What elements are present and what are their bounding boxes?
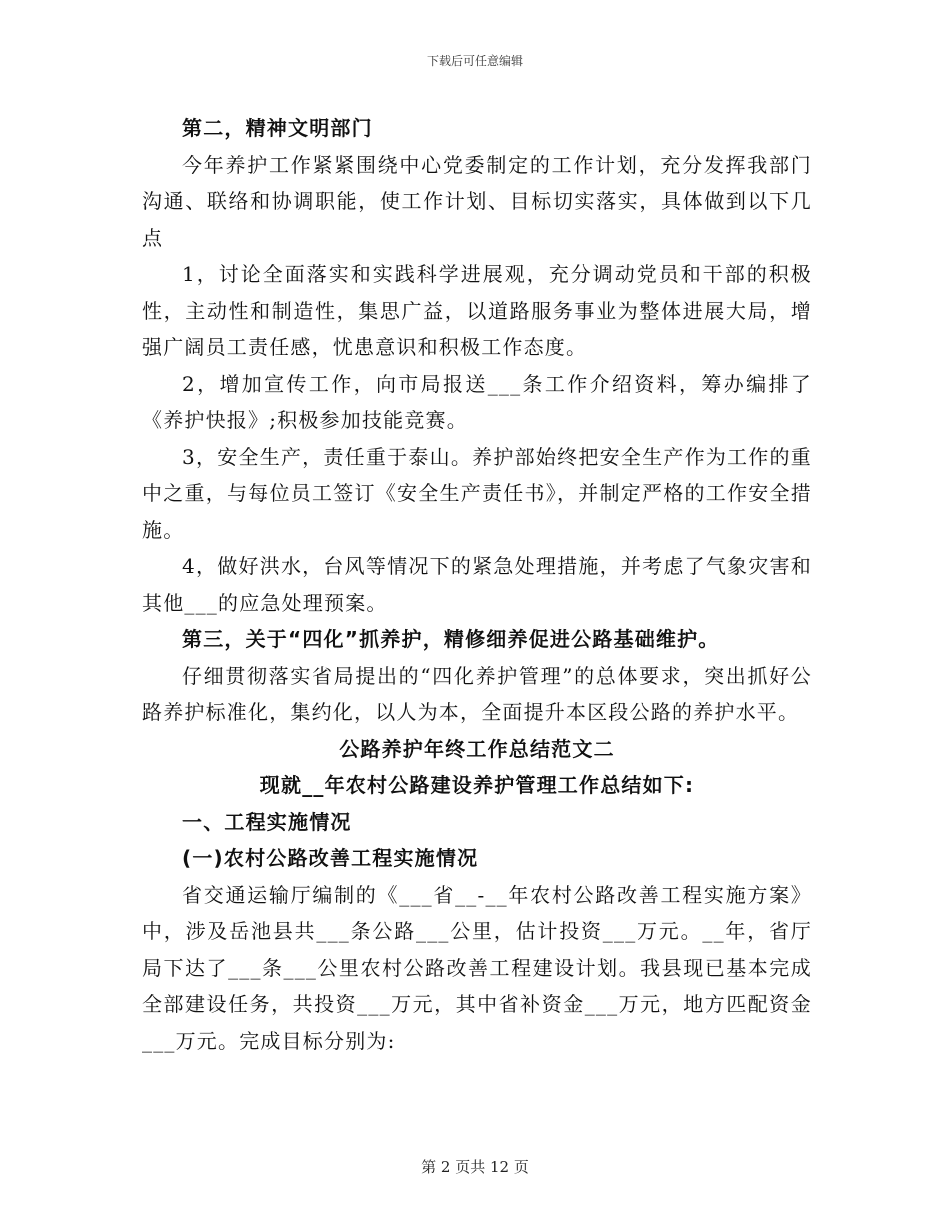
paragraph: 4，做好洪水，台风等情况下的紧急处理措施，并考虑了气象灾害和其他___的应急处理预案。 [142,554,812,615]
document-title: 公路养护年终工作总结范文二 [339,736,615,761]
paragraph: 1，讨论全面落实和实践科学进展观，充分调动党员和干部的积极性，主动性和制造性，集思广益，以道路服务事业为整体进展大局，增强广阔员工责任感，忧患意识和积极工作态度。 [142,262,812,359]
subsection-heading-rural-roads: (一)农村公路改善工程实施情况 [182,846,479,870]
paragraph: 3，安全生产，责任重于泰山。养护部始终把安全生产作为工作的重中之重，与每位员工签订《安全生产责任书》，并制定严格的工作安全措施。 [142,444,812,542]
paragraph: 省交通运输厅编制的《___省__-__年农村公路改善工程实施方案》中，涉及岳池县共___条公路___公里，估计投资___万元。__年，省厅局下达了___条___公里农村公路改善工程建设计划。我县现已基本完成全部建设任务，共投资___万元，其中省补资金___万元，地方匹配资金___万元。完成目标分别为: [142,882,812,1053]
section-heading-spiritual: 第二，精神文明部门 [182,116,373,140]
paragraph: 2，增加宣传工作，向市局报送___条工作介绍资料，筹办编排了《养护快报》;积极参加技能竞赛。 [142,371,812,432]
document-body [142,110,812,1059]
paragraph: 今年养护工作紧紧围绕中心党委制定的工作计划，充分发挥我部门沟通、联络和协调职能，使工作计划、目标切实落实，具体做到以下几点 [142,152,812,250]
document-subtitle: 现就__年农村公路建设养护管理工作总结如下: [259,773,695,797]
page-footer: 第 2 页共 12 页 [421,1158,529,1176]
section-heading-project: 一、工程实施情况 [182,809,352,834]
page-header: 下载后可任意编辑 [426,54,523,68]
paragraph: 仔细贯彻落实省局提出的“四化养护管理”的总体要求，突出抓好公路养护标准化，集约化，以人为本，全面提升本区段公路的养护水平。 [142,663,812,724]
section-heading-four-modernizations: 第三，关于“四化”抓养护，精修细养促进公路基础维护。 [182,627,720,651]
